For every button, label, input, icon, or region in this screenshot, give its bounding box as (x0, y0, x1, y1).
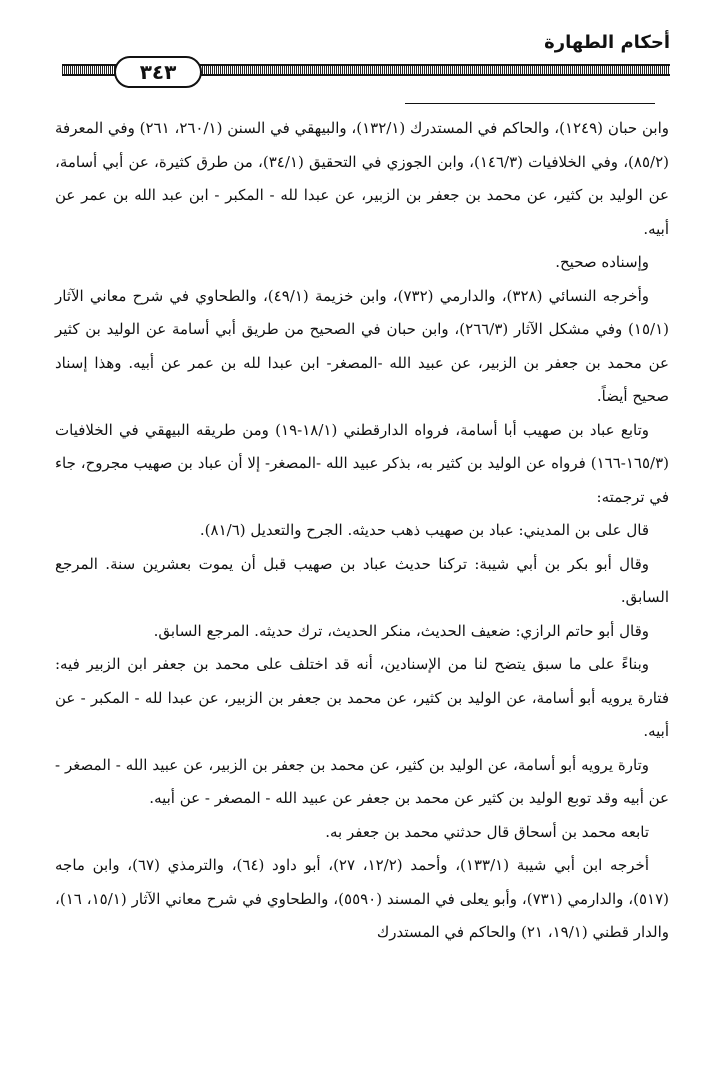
paragraph-1: وابن حبان (١٢٤٩)، والحاكم في المستدرك (١٣٢/١)، والبيهقي في السنن (٢٦٠/١، ٢٦١) وفي المعرفة (٨٥/٢)، وفي الخلافيات (١٤٦/٣)، وابن الجوزي في التحقيق (٣٤/١)، من طرق كثيرة، عن أبي أسامة، عن الوليد بن كثير، عن محمد بن جعفر بن الزبير، عن عبدا لله - المكبر - ابن عبد الله بن عمر عن أبيه. (55, 119, 669, 238)
paragraph-2: وإسناده صحيح. (555, 253, 649, 271)
paragraph-4: وتابع عباد بن صهيب أبا أسامة، فرواه الدارقطني (١٨/١-١٩) ومن طريقه البيهقي في الخلافيات (١٦٥/٣-١٦٦) فرواه عن الوليد بن كثير به، بذكر عبيد الله -المصغر- إلا أن عباد بن صهيب مجروح، جاء في ترجمته: (55, 420, 669, 506)
paragraph-7: وقال أبو حاتم الرازي: ضعيف الحديث، منكر الحديث، ترك حديثه. المرجع السابق. (153, 621, 649, 640)
page-number: ٣٤٣ (114, 56, 202, 88)
paragraph-5: قال على بن المديني: عباد بن صهيب ذهب حديثه. الجرح والتعديل (٨١/٦). (199, 521, 649, 539)
paragraph-6: وقال أبو بكر بن أبي شيبة: تركنا حديث عباد بن صهيب قبل أن يموت بعشرين سنة. المرجع السابق. (55, 554, 669, 606)
paragraph-10: تابعه محمد بن أسحاق قال حدثني محمد بن جعفر به. (325, 822, 649, 841)
paragraph-8: وبناءً على ما سبق يتضح لنا من الإسنادين، أنه قد اختلف على محمد بن جعفر ابن الزبير فيه: فتارة يرويه أبو أسامة، عن الوليد بن كثير، عن محمد بن جعفر بن الزبير، عن عبدا لله - المكبر - عن أبيه. (55, 655, 669, 740)
footnote-text (55, 112, 669, 950)
footnote-separator (405, 103, 655, 104)
book-title: أحكام الطهارة (544, 32, 670, 53)
paragraph-11: أخرجه ابن أبي شيبة (١٣٣/١)، وأحمد (١٢/٢، ٢٧)، أبو داود (٦٤)، والترمذي (٦٧)، وابن ماجه (٥١٧)، والدارمي (٧٣١)، وأبو يعلى في المسند (٥٥٩٠)، والطحاوي في شرح معاني الآثار (١٥/١، ١٦)، والدار قطني (١٩/١، ٢١) والحاكم في المستدرك (55, 856, 670, 941)
paragraph-9: وتارة يرويه أبو أسامة، عن الوليد بن كثير، عن محمد بن جعفر بن الزبير، عن عبيد الله - المصغر - عن أبيه وقد توبع الوليد بن كثير عن محمد بن جعفر عن عبيد الله - المصغر - عن أبيه. (55, 755, 669, 807)
page-header (0, 0, 708, 95)
paragraph-3: وأخرجه النسائي (٣٢٨)، والدارمي (٧٣٢)، وابن خزيمة (٤٩/١)، والطحاوي في شرح معاني الآثار (١٥/١) وفي مشكل الآثار (٢٦٦/٣)، وابن حبان في الصحيح من طريق أبي أسامة عن الوليد بن كثير عن محمد بن جعفر بن الزبير، عن عبيد الله -المصغر- ابن عبدا لله بن عمر عن أبيه. وهذا إسناد صحيح أيضاً. (55, 286, 669, 405)
